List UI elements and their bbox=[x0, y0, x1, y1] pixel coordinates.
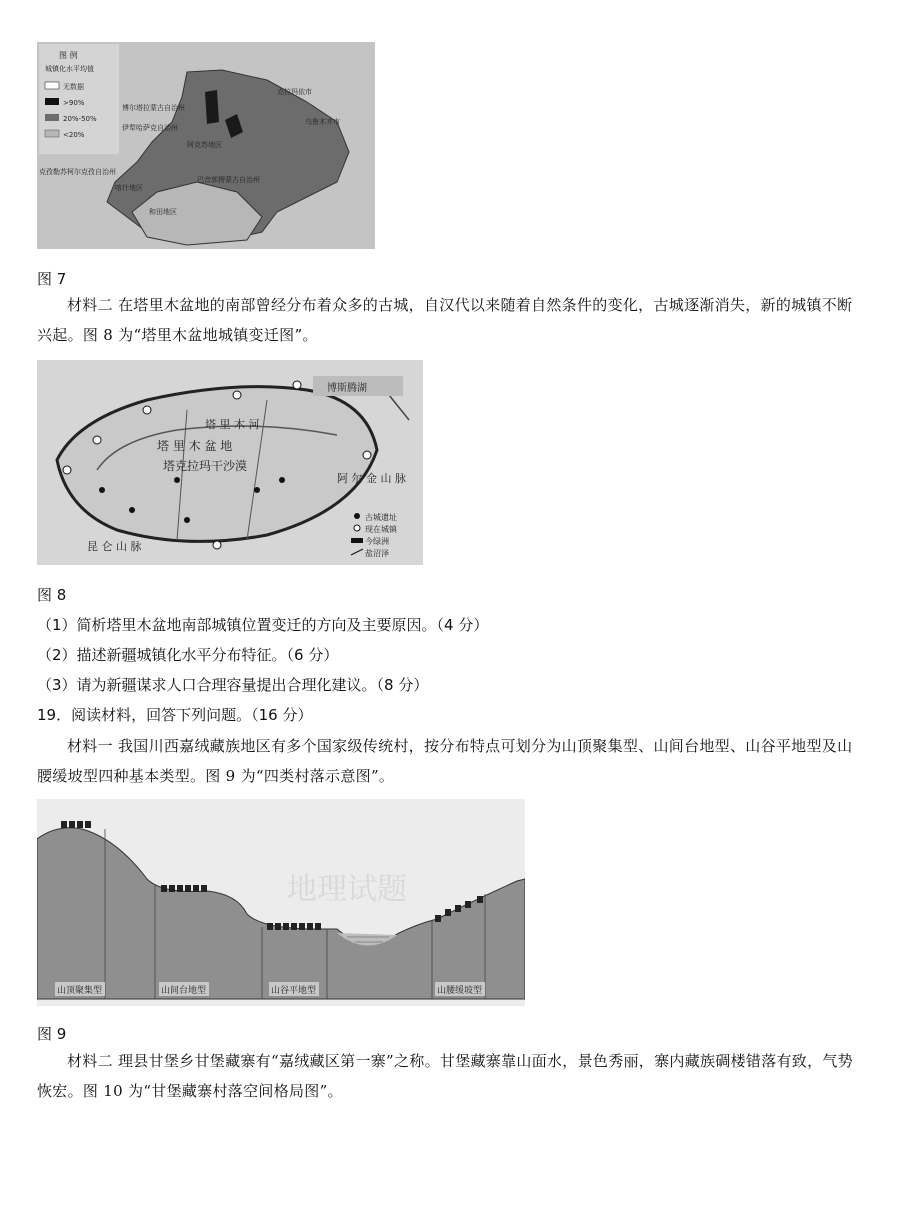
basin-label: 塔 里 木 盆 地 bbox=[157, 439, 233, 453]
fig8-legend-item: 古城遗址 bbox=[365, 513, 397, 522]
question-3: （3）请为新疆谋求人口合理容量提出合理化建议。（8 分） bbox=[37, 676, 429, 694]
mountain-east-label: 阿 尔 金 山 脉 bbox=[337, 472, 406, 485]
village-type-label: 山腰缓坡型 bbox=[437, 986, 483, 996]
figure-9-diagram bbox=[37, 799, 525, 1006]
figure-7-map bbox=[37, 42, 375, 249]
region-label: 克孜勒苏柯尔克孜自治州 bbox=[39, 168, 116, 176]
region-label: 博尔塔拉蒙古自治州 bbox=[122, 104, 185, 112]
region-label: 喀什地区 bbox=[115, 184, 143, 192]
fig7-legend-item: <20% bbox=[63, 131, 85, 139]
material-2-paragraph: 材料二 在塔里木盆地的南部曾经分布着众多的古城，自汉代以来随着自然条件的变化，古城逐渐消失，新的城镇不断兴起。图 8 为“塔里木盆地城镇变迁图”。 bbox=[37, 296, 853, 344]
fig7-legend-item: >90% bbox=[63, 99, 85, 107]
question-2: （2）描述新疆城镇化水平分布特征。（6 分） bbox=[37, 646, 339, 664]
xinjiang-map bbox=[37, 42, 375, 249]
village-types-profile bbox=[37, 799, 525, 1006]
village-type-label: 山谷平地型 bbox=[271, 986, 317, 996]
lake-label: 博斯腾湖 bbox=[327, 383, 367, 394]
region-label: 和田地区 bbox=[149, 208, 177, 216]
desert-label: 塔克拉玛干沙漠 bbox=[163, 459, 248, 473]
fig8-legend-item: 今绿洲 bbox=[365, 537, 389, 546]
region-label: 克拉玛依市 bbox=[277, 88, 312, 96]
watermark: 地理试题 bbox=[287, 872, 407, 907]
fig8-legend-item: 现在城镇 bbox=[365, 525, 397, 534]
region-label: 阿克苏地区 bbox=[187, 141, 222, 149]
fig8-legend-item: 盐沼泽 bbox=[365, 549, 389, 558]
village-type-label: 山间台地型 bbox=[161, 986, 207, 996]
region-label: 巴音郭楞蒙古自治州 bbox=[197, 176, 260, 184]
figure-8-map bbox=[37, 360, 423, 565]
river-label: 塔 里 木 河 bbox=[205, 418, 260, 431]
figure-7-caption: 图 7 bbox=[37, 270, 67, 288]
fig7-legend-subtitle: 城镇化水平均值 bbox=[45, 65, 94, 73]
q19-material-2-paragraph: 材料二 理县甘堡乡甘堡藏寨有“嘉绒藏区第一寨”之称。甘堡藏寨靠山面水，景色秀丽，寨内藏族碉楼错落有致，气势恢宏。图 10 为“甘堡藏寨村落空间格局图”。 bbox=[37, 1052, 854, 1100]
fig7-legend-item: 无数据 bbox=[63, 83, 84, 91]
question-1: （1）简析塔里木盆地南部城镇位置变迁的方向及主要原因。（4 分） bbox=[37, 616, 489, 634]
figure-9-caption: 图 9 bbox=[37, 1025, 67, 1043]
q19-material-1-paragraph: 材料一 我国川西嘉绒藏族地区有多个国家级传统村，按分布特点可划分为山顶聚集型、山间台地型、山谷平地型及山腰缓坡型四种基本类型。图 9 为“四类村落示意图”。 bbox=[37, 737, 853, 785]
question-19-heading: 19．阅读材料，回答下列问题。（16 分） bbox=[37, 706, 313, 724]
mountain-south-label: 昆 仑 山 脉 bbox=[87, 540, 142, 553]
fig7-legend-title: 图 例 bbox=[59, 51, 78, 60]
region-label: 乌鲁木齐市 bbox=[305, 118, 340, 126]
region-label: 伊犁哈萨克自治州 bbox=[122, 124, 178, 132]
village-type-label: 山顶聚集型 bbox=[57, 986, 103, 996]
fig7-legend-item: 20%-50% bbox=[63, 115, 97, 123]
tarim-map bbox=[37, 360, 423, 565]
figure-8-caption: 图 8 bbox=[37, 586, 67, 604]
